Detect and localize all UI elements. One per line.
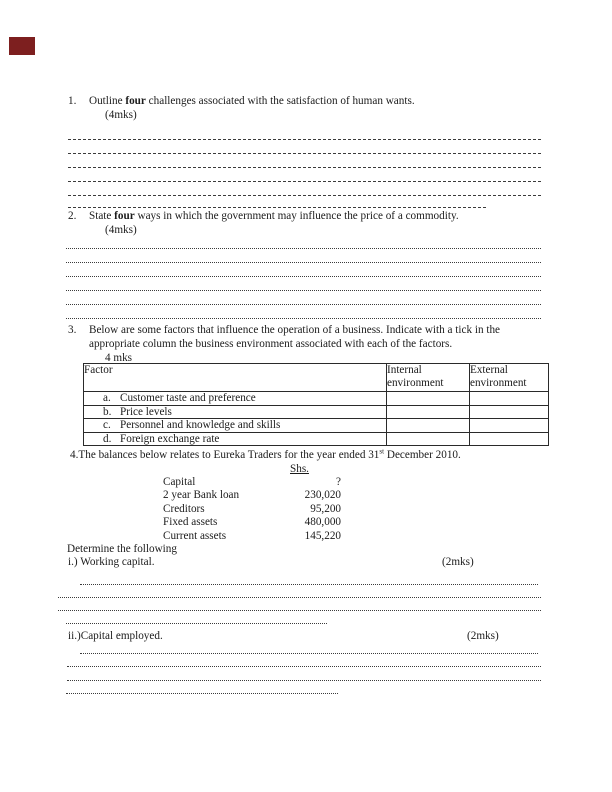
answer-line [66,248,541,249]
answer-line [66,318,541,319]
balance-value: 145,220 [304,529,341,542]
row-letter: b. [103,405,112,418]
tick-cell-internal [387,432,470,446]
answer-line [67,680,541,681]
table-header-row [84,364,549,392]
balance-value: 230,020 [304,489,341,502]
question-4-intro: 4.The balances below relates to Eureka Traders for the year ended 31st December 2010. [70,447,461,461]
answer-line [80,584,538,585]
balance-row [163,476,363,489]
answer-line [68,181,541,182]
factor-text: Personnel and knowledge and skills [120,419,281,432]
row-letter: c. [103,419,111,432]
factor-text: Customer taste and preference [120,392,256,404]
row-letter: a. [103,392,111,404]
factor-text: Price levels [120,405,172,418]
determine-label: Determine the following [67,543,177,555]
answer-line [67,666,541,667]
part-i-marks: (2mks) [442,556,474,568]
balance-label: 2 year Bank loan [163,489,240,502]
answer-line [66,290,541,291]
table-row [84,392,549,406]
row-letter: d. [103,432,112,445]
question-3 [68,324,548,365]
answer-line [68,167,541,168]
question-2 [68,210,548,238]
factor-text: Foreign exchange rate [120,432,220,445]
answer-line [80,653,538,654]
answer-line [58,610,541,611]
ordinal-superscript: st [379,447,385,456]
part-ii-marks: (2mks) [467,630,499,642]
question-3-number: 3. [68,324,77,336]
column-header-external: External environment [470,364,549,392]
answer-line [66,623,327,624]
tick-cell-external [470,432,549,446]
balance-value: 95,200 [310,502,341,515]
answer-line [66,276,541,277]
question-2-marks: (4mks) [105,223,137,236]
tick-cell-internal [387,392,470,406]
balance-value: 480,000 [304,516,341,529]
question-1-text: Outline four challenges associated with the satisfaction of human wants. [89,95,415,107]
table-row [84,419,549,433]
currency-header: Shs. [290,463,309,475]
table-row [84,405,549,419]
part-ii-row [68,630,538,644]
balance-label: Current assets [163,529,227,542]
part-ii-label: ii.)Capital employed. [68,630,163,642]
balance-label: Fixed assets [163,516,218,529]
red-stamp-marker [9,37,35,55]
tick-cell-external [470,405,549,419]
balance-label: Creditors [163,502,205,515]
answer-line [66,693,338,694]
question-1-marks: (4mks) [105,108,137,121]
balance-value: ? [336,476,341,488]
tick-cell-external [470,419,549,433]
question-3-text-line2: appropriate column the business environment associated with each of the factors. [89,337,453,350]
question-3-text-line1: Below are some factors that influence the operation of a business. Indicate with a tick in the [89,324,501,336]
answer-line [68,207,486,208]
balance-label: Capital [163,476,196,488]
answer-line [66,304,541,305]
tick-cell-internal [387,419,470,433]
balance-row [163,516,363,529]
balance-row [163,503,363,516]
answer-line [68,139,541,140]
question-1 [68,95,548,123]
part-i-label: i.) Working capital. [68,556,155,568]
question-2-text: State four ways in which the government may influence the price of a commodity. [89,210,459,222]
table-row [84,432,549,446]
balance-row [163,489,363,502]
environment-table [83,363,549,446]
answer-line [66,262,541,263]
answer-line [58,597,541,598]
answer-line [68,195,541,196]
question-2-number: 2. [68,210,77,222]
balances-list [163,476,363,543]
question-1-number: 1. [68,95,77,107]
tick-cell-internal [387,405,470,419]
column-header-factor: Factor [84,364,387,392]
tick-cell-external [470,392,549,406]
answer-line [68,153,541,154]
part-i-row [68,556,538,570]
balance-row [163,530,363,543]
column-header-internal: Internal environment [387,364,470,392]
question-3-marks: 4 mks [105,351,133,364]
